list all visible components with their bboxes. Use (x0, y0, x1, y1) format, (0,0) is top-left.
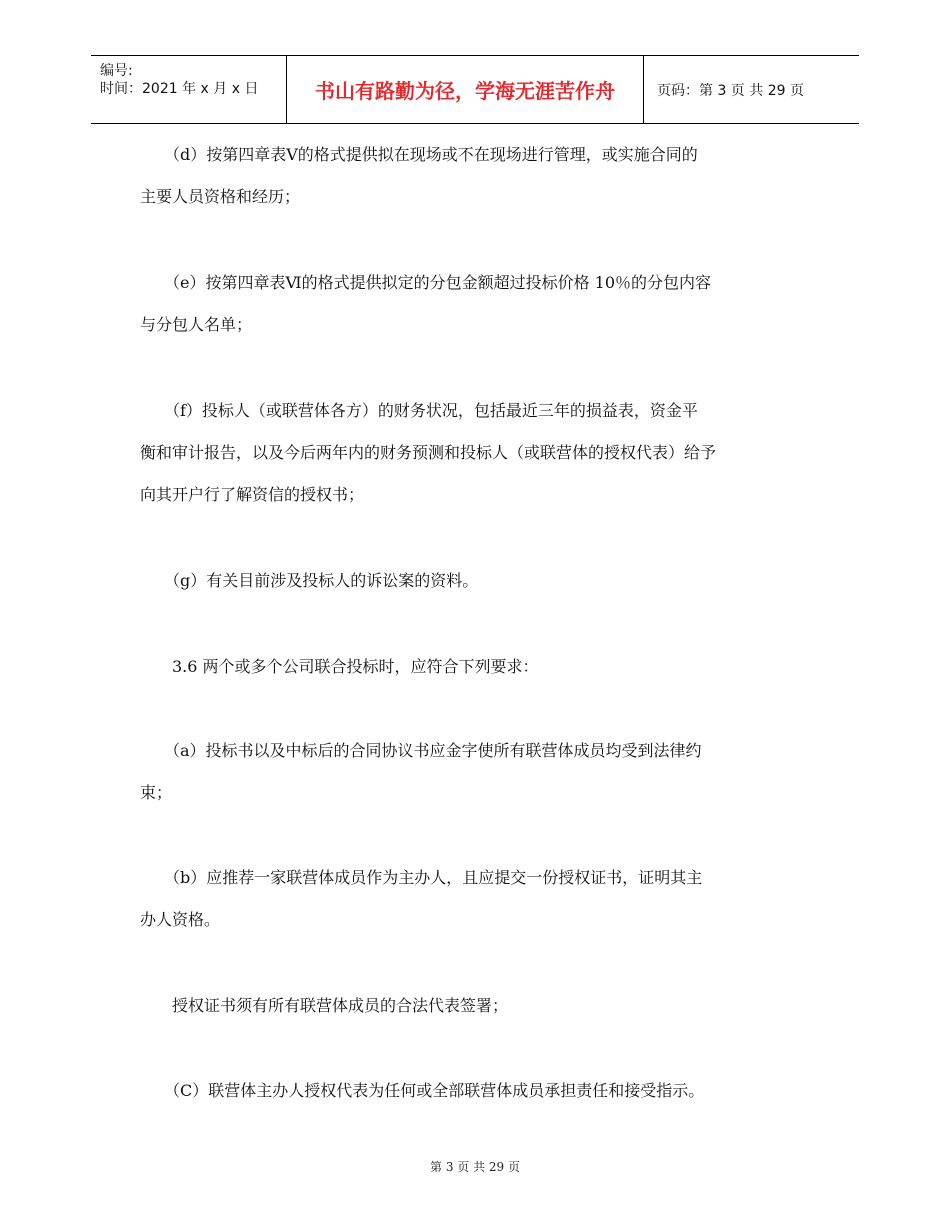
clause-g (140, 560, 820, 602)
header-meta-cell (91, 56, 286, 123)
header-page-cell (643, 56, 859, 123)
body-line: （C）联营体主办人授权代表为任何或全部联营体成员承担责任和接受指示。 (140, 1081, 705, 1100)
clause-a (140, 730, 820, 814)
body-line: （g）有关目前涉及投标人的诉讼案的资料。 (140, 571, 479, 590)
document-date: 时间：2021 年 x 月 x 日 (100, 81, 259, 97)
page-header (91, 55, 859, 124)
clause-f (140, 390, 820, 516)
header-motto: 书山有路勤为径，学海无涯苦作舟 (315, 79, 615, 103)
clause-b (140, 857, 820, 941)
body-line: 授权证书须有所有联营体成员的合法代表签署； (140, 996, 509, 1015)
body-line: 衡和审计报告，以及今后两年内的财务预测和投标人（或联营体的授权代表）给予 (140, 443, 717, 462)
body-line: 向其开户行了解资信的授权书； (140, 485, 365, 504)
body-line: 束； (140, 783, 173, 802)
clause-c (140, 1070, 820, 1112)
authorization-note (140, 985, 820, 1027)
body-line: 办人资格。 (140, 910, 221, 929)
body-line: （b）应推荐一家联营体成员作为主办人，且应提交一份授权证书，证明其主 (140, 868, 703, 887)
section-3-6 (140, 646, 820, 688)
header-motto-cell (286, 56, 644, 123)
header-page-info: 页码：第 3 页 共 29 页 (657, 83, 804, 99)
body-line: 与分包人名单； (140, 315, 253, 334)
document-number-label: 编号: (100, 63, 133, 79)
clause-d (140, 134, 820, 218)
body-line: （d）按第四章表Ⅴ的格式提供拟在现场或不在现场进行管理，或实施合同的 (140, 145, 698, 164)
body-line: 主要人员资格和经历； (140, 187, 301, 206)
clause-e (140, 262, 820, 346)
body-line: （a）投标书以及中标后的合同协议书应金字使所有联营体成员均受到法律约 (140, 741, 702, 760)
body-line: （f）投标人（或联营体各方）的财务状况，包括最近三年的损益表，资金平 (140, 401, 698, 420)
body-line: （e）按第四章表Ⅵ的格式提供拟定的分包金额超过投标价格 10％的分包内容 (140, 273, 712, 292)
page-footer: 第 3 页 共 29 页 (430, 1160, 520, 1174)
body-line: 3.6 两个或多个公司联合投标时，应符合下列要求： (140, 657, 539, 676)
